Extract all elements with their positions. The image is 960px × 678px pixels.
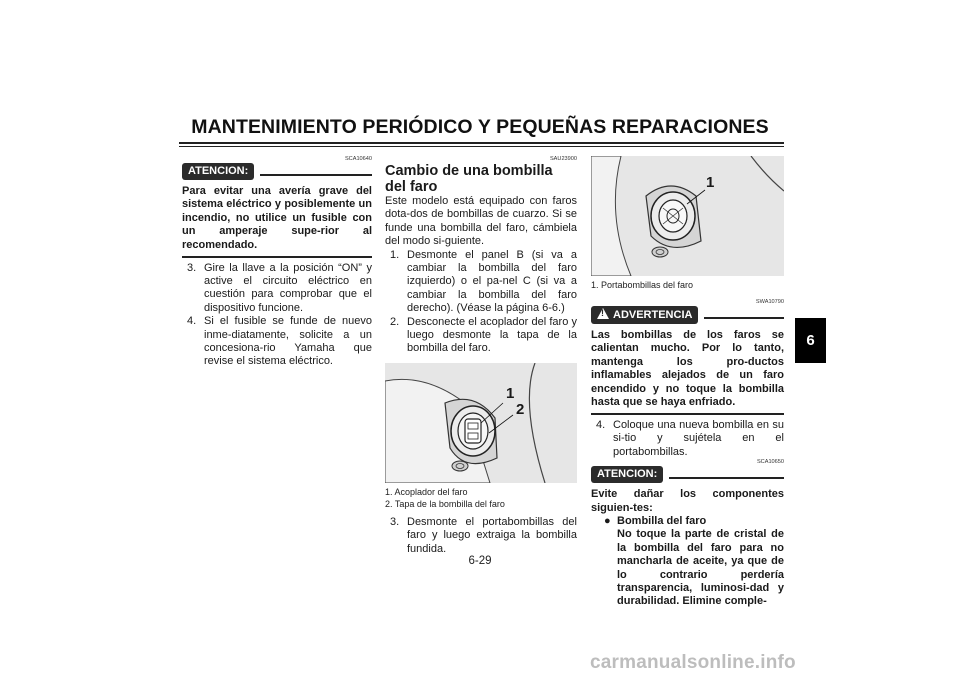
title-rule bbox=[179, 142, 784, 144]
bulb-holder-figure bbox=[591, 156, 784, 276]
figure-callout-1: 1 bbox=[506, 384, 515, 402]
notice-label: ATENCION: bbox=[182, 163, 254, 180]
page-number: 6-29 bbox=[468, 555, 492, 567]
figure-callout-2: 2 bbox=[516, 400, 525, 418]
notice-end-rule bbox=[182, 256, 372, 258]
column-left bbox=[182, 156, 372, 369]
reference-code: SCA10650 bbox=[756, 459, 784, 466]
notice-text: Para evitar una avería grave del sistema eléctrico y posiblemente un incendio, no utilice un fusible con un amperaje supe-rior al recomendado. bbox=[182, 185, 372, 251]
warning-triangle-icon bbox=[597, 308, 609, 319]
reference-code: SWA10790 bbox=[755, 299, 784, 305]
reference-code: SAU23900 bbox=[549, 156, 577, 162]
page-title: MANTENIMIENTO PERIÓDICO Y PEQUEÑAS REPARACIONES bbox=[191, 116, 769, 138]
list-item: ● Bombilla del faro bbox=[604, 514, 707, 527]
steps-list bbox=[591, 419, 784, 459]
watermark[interactable]: carmanualsonline.info bbox=[590, 652, 796, 673]
figure-callout-1: 1 bbox=[706, 174, 715, 191]
chapter-tab[interactable]: 6 bbox=[795, 318, 826, 363]
list-item: 3. Gire la llave a la posición “ON” y active el circuito eléctrico en cuestión para comprobar que el dispositivo funcione. bbox=[187, 261, 372, 314]
bullet-body: No toque la parte de cristal de la bombilla del faro para no mancharla de aceite, ya que de lo contrario perdería transparencia, luminosi-dad y durabilidad. Elimine comple- bbox=[617, 528, 784, 608]
reference-code: SCA10640 bbox=[344, 156, 372, 162]
headlight-coupler-figure bbox=[385, 363, 577, 483]
list-item: 2. Desconecte el acoplador del faro y luego desmonte la tapa de la bombilla del faro. bbox=[390, 315, 577, 355]
column-middle bbox=[385, 156, 577, 556]
notice-rule bbox=[669, 477, 784, 479]
list-item: 4. Coloque una nueva bombilla en su si-tio y sujétela en el portabombillas. bbox=[596, 418, 784, 458]
list-item: 3. Desmonte el portabombillas del faro y luego extraiga la bombilla fundida. bbox=[390, 515, 577, 555]
figure-caption: 1. Acoplador del faro bbox=[385, 486, 468, 497]
figure-caption: 2. Tapa de la bombilla del faro bbox=[385, 498, 505, 509]
column-right bbox=[591, 156, 784, 609]
warning-rule bbox=[704, 317, 784, 319]
list-item: 1. Desmonte el panel B (si va a cambiar la bombilla del faro izquierdo) o el pa-nel C (si va a cambiar la bombilla del faro derecho). (Véase la página 6-6.) bbox=[390, 248, 577, 315]
steps-list bbox=[182, 262, 372, 369]
headlight-coupler-illustration bbox=[385, 363, 577, 483]
notice-rule bbox=[260, 174, 372, 176]
warning-end-rule bbox=[591, 413, 784, 415]
bullet-icon: ● bbox=[604, 514, 611, 527]
section-title: Cambio de una bombilla del faro bbox=[385, 163, 553, 195]
steps-list bbox=[385, 249, 577, 356]
steps-list bbox=[385, 516, 577, 556]
intro-paragraph: Este modelo está equipado con faros dota-dos de bombillas de cuarzo. Si se funde una bombilla del faro, cámbiela del modo si-guiente. bbox=[385, 195, 577, 248]
notice-header bbox=[182, 163, 372, 180]
warning-header bbox=[591, 306, 784, 324]
notice-header bbox=[591, 466, 784, 483]
bulb-holder-illustration bbox=[591, 156, 784, 276]
figure-caption: 1. Portabombillas del faro bbox=[591, 280, 694, 290]
warning-text: Las bombillas de los faros se calientan mucho. Por lo tanto, mantenga los pro-ductos inflamables alejados de un faro encendido y no toque la bombilla hasta que se haya enfriado. bbox=[591, 329, 784, 409]
title-rule-thin bbox=[179, 146, 784, 147]
notice-intro: Evite dañar los componentes siguien-tes: bbox=[591, 488, 784, 514]
notice-label: ATENCION: bbox=[591, 466, 663, 483]
warning-label: !ADVERTENCIA bbox=[591, 306, 698, 324]
list-item: 4. Si el fusible se funde de nuevo inme-diatamente, solicite a un concesiona-rio Yamaha que revise el sistema eléctrico. bbox=[187, 315, 372, 368]
